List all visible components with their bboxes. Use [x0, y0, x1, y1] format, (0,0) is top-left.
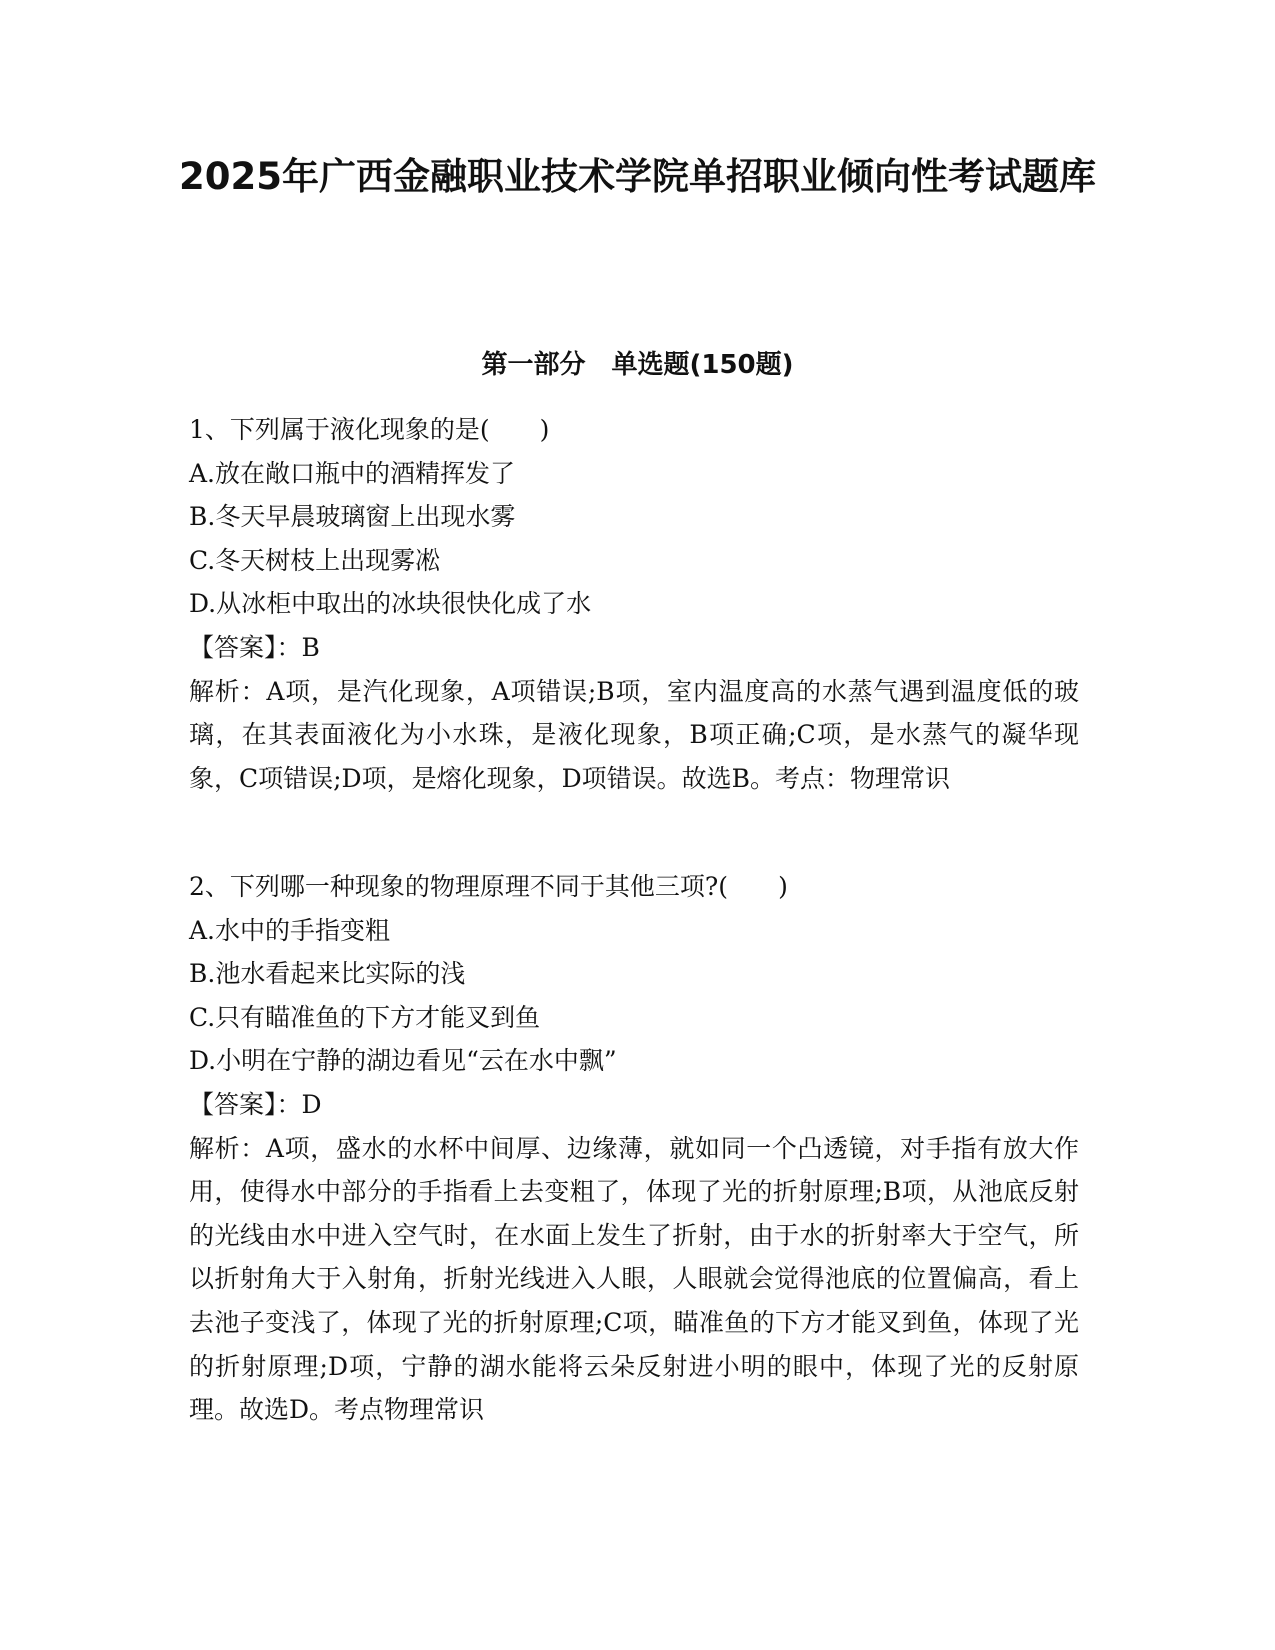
- answer-line: 【答案】：D: [189, 1089, 322, 1119]
- question-stem: 2、下列哪一种现象的物理原理不同于其他三项?( ): [189, 872, 788, 901]
- option-d: D.小明在宁静的湖边看见“云在水中飘”: [189, 1046, 617, 1076]
- option-b: B.池水看起来比实际的浅: [189, 959, 466, 989]
- option-d: D.从冰柜中取出的冰块很快化成了水: [189, 589, 592, 619]
- option-c: C.冬天树枝上出现雾凇: [189, 545, 441, 575]
- explanation-text: 解析：A项，盛水的水杯中间厚、边缘薄，就如同一个凸透镜，对手指有放大作用，使得水中部分的手指看上去变粗了，体现了光的折射原理;B项，从池底反射的光线由水中进入空气时，在水面上发生了折射，由于水的折射率大于空气，所以折射角大于入射角，折射光线进入人眼，人眼就会觉得池底的位置偏高，看上去池子变浅了，体现了光的折射原理;C项，瞄准鱼的下方才能叉到鱼，体现了光的折射原理;D项，宁静的湖水能将云朵反射进小明的眼中，体现了光的反射原理。故选D。考点物理常识: [189, 1133, 1079, 1425]
- document-title: 2025年广西金融职业技术学院单招职业倾向性考试题库: [179, 155, 1096, 198]
- section-heading: 第一部分 单选题(150题): [481, 350, 794, 380]
- option-a: A.放在敞口瓶中的酒精挥发了: [189, 458, 516, 488]
- option-b: B.冬天早晨玻璃窗上出现水雾: [189, 502, 516, 532]
- question-1: [189, 408, 1089, 800]
- answer-line: 【答案】：B: [189, 632, 320, 662]
- explanation-text: 解析：A项，是汽化现象，A项错误;B项，室内温度高的水蒸气遇到温度低的玻璃，在其表面液化为小水珠，是液化现象，B项正确;C项，是水蒸气的凝华现象，C项错误;D项，是熔化现象，D项错误。故选B。考点：物理常识: [189, 676, 1079, 793]
- question-stem: 1、下列属于液化现象的是( ): [189, 415, 550, 444]
- option-c: C.只有瞄准鱼的下方才能叉到鱼: [189, 1002, 541, 1032]
- option-a: A.水中的手指变粗: [189, 915, 391, 945]
- question-2: [189, 865, 1089, 1432]
